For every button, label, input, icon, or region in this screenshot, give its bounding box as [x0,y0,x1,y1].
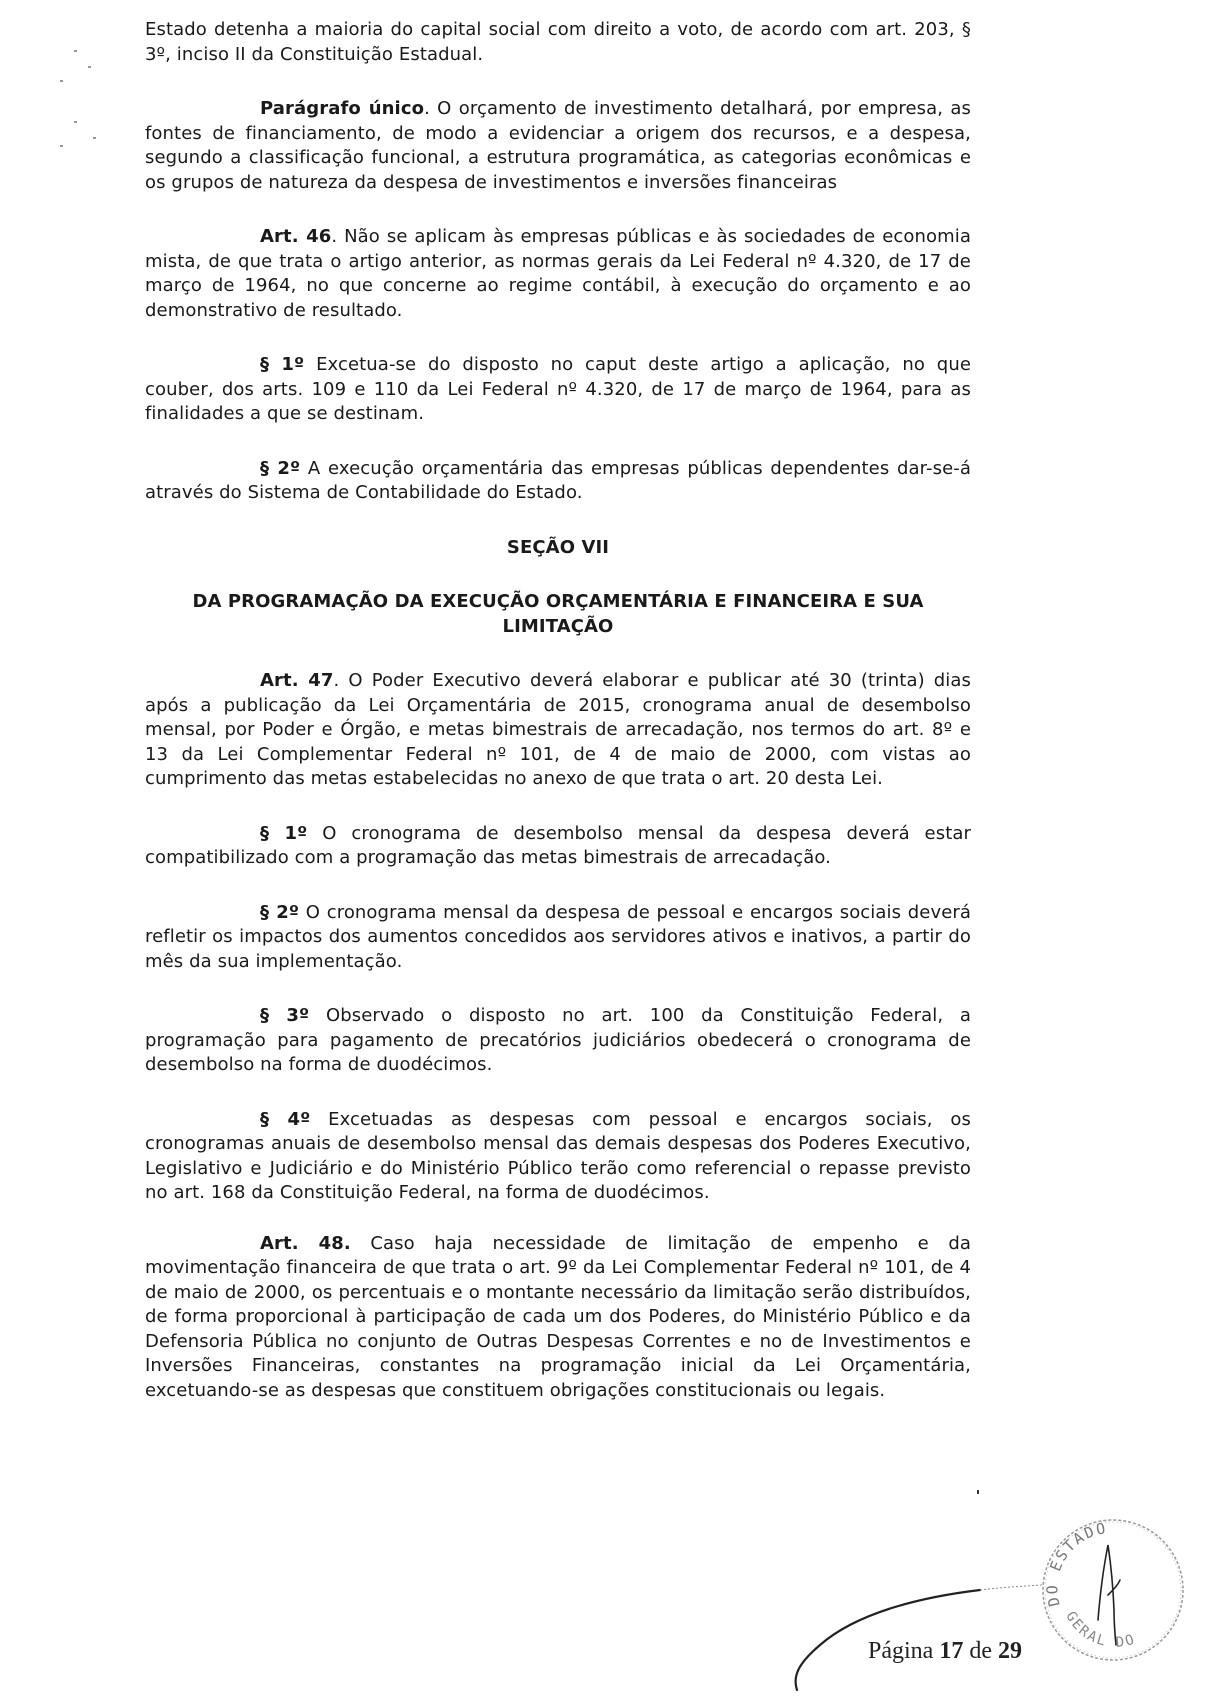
page-number: Página 17 de 29 [868,1638,1022,1664]
scan-artifact [93,137,96,139]
paragraph-lead: § 3º [260,1005,310,1026]
paragraph-lead: Parágrafo único [260,98,425,119]
scan-artifact [74,50,77,52]
article-48: Art. 48. Caso haja necessidade de limitação de empenho e da movimentação financeira de que trata o art. 9º da Lei Complementar Federal nº 101, de 4 de maio de 2000, os percentuais e o montante necessário da limitação serão distribuídos, de forma proporcional à participação de cada um dos Poderes, do Ministério Público e da Defensoria Pública no conjunto de Outras Despesas Correntes e no de Investimentos e Inversões Financeiras, constantes na programação inicial da Lei Orçamentária, excetuando-se as despesas que constituem obrigações constitucionais ou legais. [145,1232,971,1401]
article-46-paragraph-2: § 2º A execução orçamentária das empresas públicas dependentes dar-se-á através do Sistema de Contabilidade do Estado. [145,457,972,503]
article-47-paragraph-3: § 3º Observado o disposto no art. 100 da Constituição Federal, a programação para pagamento de precatórios judiciários obedecerá o cronograma de desembolso na forma de duodécimos. [145,1005,972,1075]
paragraph-lead: § 4º [260,1108,311,1130]
document-page [145,18,971,1433]
section-title: DA PROGRAMAÇÃO DA EXECUÇÃO ORÇAMENTÁRIA E FINANCEIRA E SUA LIMITAÇÃO [192,591,924,637]
article-47: Art. 47. O Poder Executivo deverá elaborar e publicar até 30 (trinta) dias após a publicação da Lei Orçamentária de 2015, cronograma anual de desembolso mensal, por Poder e Órgão, e metas bimestrais de arrecadação, nos termos do art. 8º e 13 da Lei Complementar Federal nº 101, de 4 de maio de 2000, com vistas ao cumprimento das metas estabelecidas no anexo de que trata o art. 20 desta Lei. [145,670,972,789]
article-lead: Art. 48. [260,1232,351,1254]
article-46-paragraph-1: § 1º Excetua-se do disposto no caput deste artigo a aplicação, no que couber, dos arts. 109 e 110 da Lei Federal nº 4.320, de 17 de março de 1964, para as finalidades a que se destinam. [145,354,971,424]
scan-artifact [88,66,91,68]
scan-artifact [60,80,63,82]
paragraph-lead: § 1º [260,354,305,375]
article-47-paragraph-1: § 1º O cronograma de desembolso mensal da despesa deverá estar compatibilizado com a programação das metas bimestrais de arrecadação. [145,822,972,868]
svg-text:DO ESTADO: DO ESTADO [1043,1519,1109,1609]
article-lead: Art. 46 [260,226,332,247]
paragraph-lead: § 2º [260,457,301,479]
scan-artifact [977,1490,979,1494]
official-seal-icon [1038,1515,1188,1665]
scan-artifact [60,145,63,147]
section-number: SEÇÃO VII [506,536,610,558]
paragrafo-unico: Parágrafo único. O orçamento de investimento detalhará, por empresa, as fontes de financiamento, de modo a evidenciar a origem dos recursos, e a despesa, segundo a classificação funcional, a estrutura programática, as categorias econômicas e os grupos de natureza da despesa de investimentos e inversões financeiras [145,98,971,193]
scan-artifact [74,121,77,123]
article-47-paragraph-2: § 2º O cronograma mensal da despesa de pessoal e encargos sociais deverá refletir os impactos dos aumentos concedidos aos servidores ativos e inativos, a partir do mês da sua implementação. [145,901,972,972]
svg-text:GERAL DO: GERAL DO [1062,1608,1138,1651]
article-lead: Art. 47 [260,670,334,691]
paragraph-lead: § 1º [260,822,308,844]
article-46: Art. 46. Não se aplicam às empresas públicas e às sociedades de economia mista, de que trata o artigo anterior, as normas gerais da Lei Federal nº 4.320, de 17 de março de 1964, no que concerne ao regime contábil, à execução do orçamento e ao demonstrativo de resultado. [145,226,972,321]
paragraph-lead: § 2º [260,901,300,923]
article-47-paragraph-4: § 4º Excetuadas as despesas com pessoal e encargos sociais, os cronogramas anuais de desembolso mensal das demais despesas dos Poderes Executivo, Legislativo e Judiciário e do Ministério Público terão como referencial o repasse previsto no art. 168 da Constituição Federal, na forma de duodécimos. [145,1108,971,1203]
paragraph-continuation: Estado detenha a maioria do capital social com direito a voto, de acordo com art. 203, § 3º, inciso II da Constituição Estadual. [145,19,971,65]
